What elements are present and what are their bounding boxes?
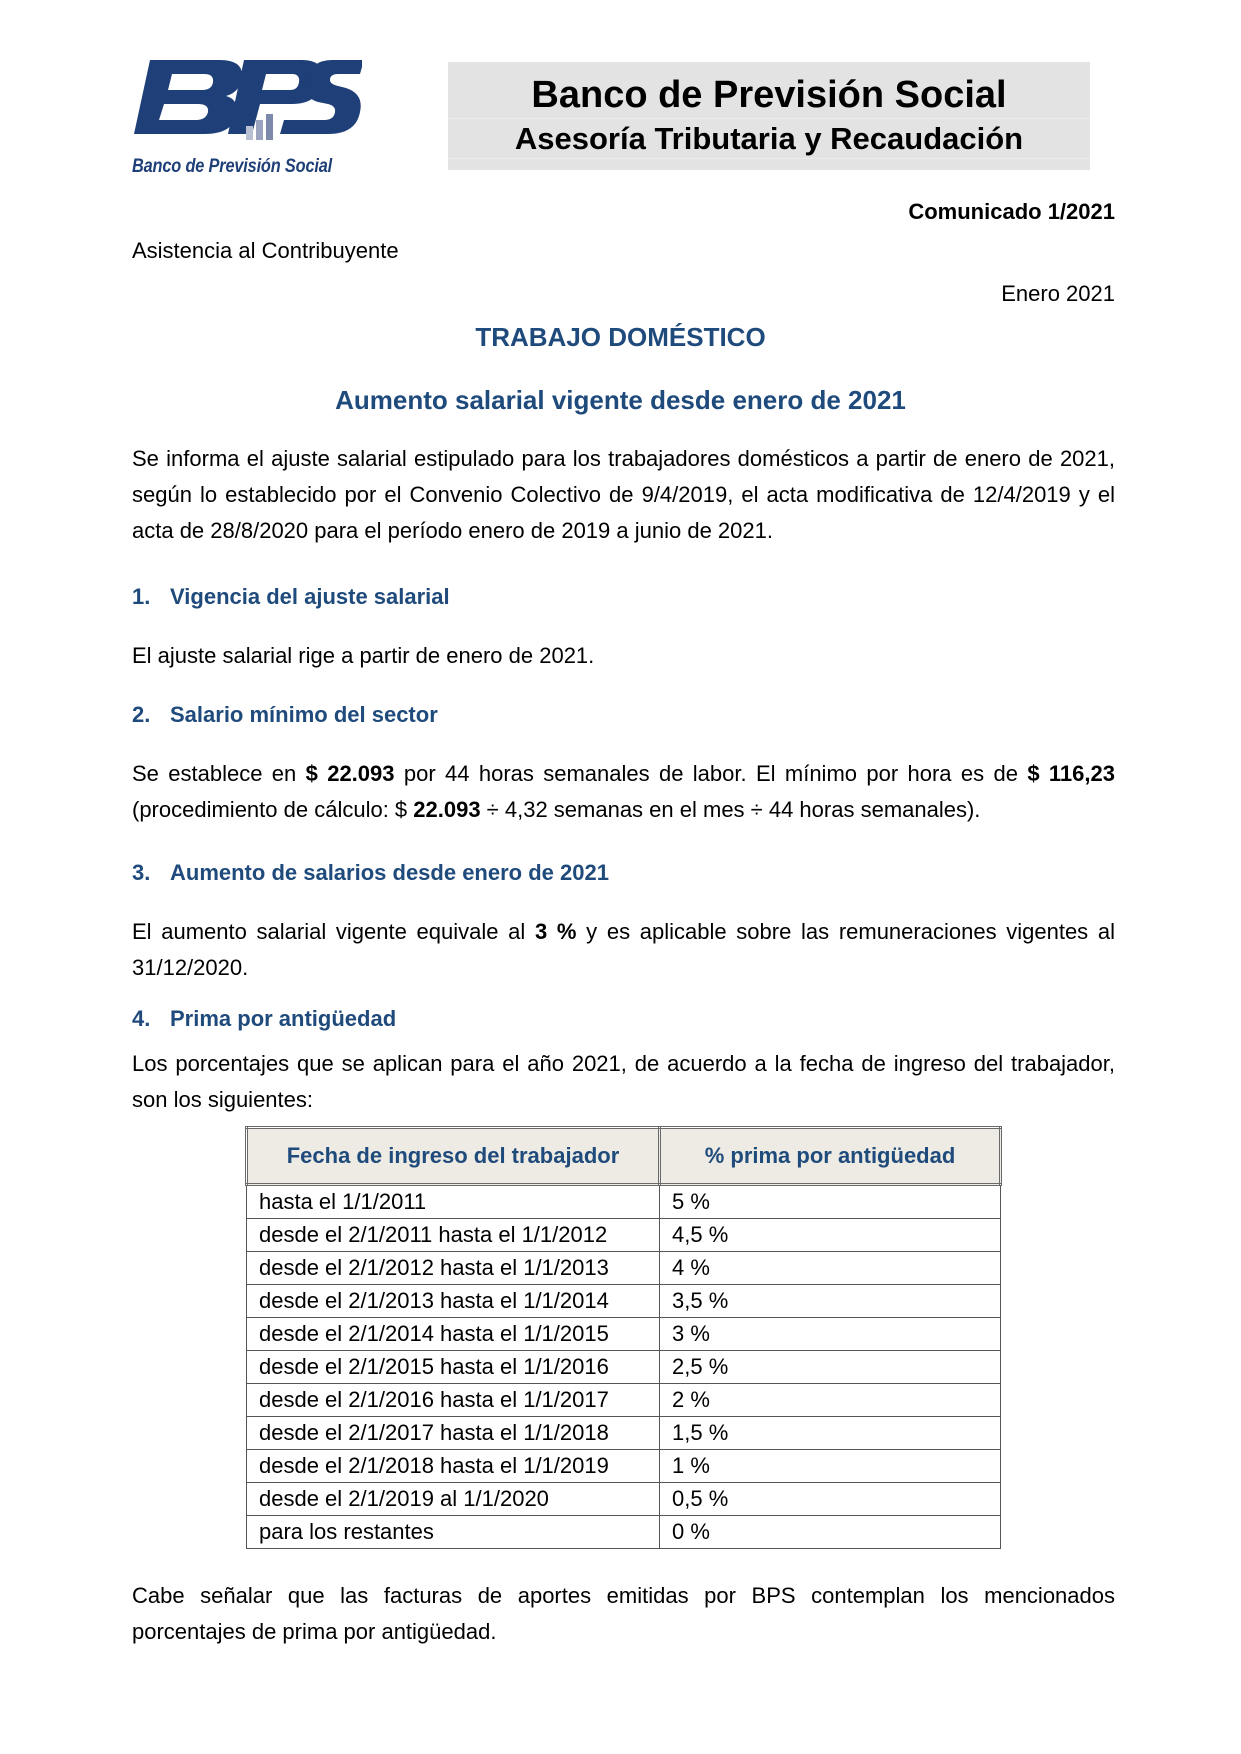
table-row	[247, 1450, 1001, 1483]
entry-date-cell: hasta el 1/1/2011	[247, 1185, 660, 1219]
column-header-entry-date: Fecha de ingreso del trabajador	[247, 1128, 660, 1185]
bonus-pct-cell: 1,5 %	[660, 1417, 1001, 1450]
table-row	[247, 1318, 1001, 1351]
section-title: Prima por antigüedad	[170, 1006, 397, 1031]
communique-number: Comunicado 1/2021	[908, 199, 1115, 224]
closing-paragraph: Cabe señalar que las facturas de aportes emitidas por BPS contemplan los mencionados porcentajes de prima por antigüedad.	[132, 1583, 1115, 1644]
entry-date-cell: desde el 2/1/2015 hasta el 1/1/2016	[247, 1351, 660, 1384]
section-number: 3.	[132, 860, 151, 885]
entry-date-cell: desde el 2/1/2014 hasta el 1/1/2015	[247, 1318, 660, 1351]
bps-logo-icon	[132, 56, 362, 152]
text: y es aplicable sobre las remuneraciones vigentes al 31/12/2020.	[132, 919, 1115, 980]
section-title: Aumento de salarios desde enero de 2021	[170, 860, 609, 885]
intro-paragraph: Se informa el ajuste salarial estipulado para los trabajadores domésticos a partir de enero de 2021, según lo establecido por el Convenio Colectivo de 9/4/2019, el acta modificativa de 12/4/2019 y el acta de 28/8/2020 para el período enero de 2019 a junio de 2021.	[132, 446, 1115, 543]
seniority-bonus-table	[245, 1126, 1002, 1549]
section-title: Salario mínimo del sector	[170, 702, 438, 727]
entry-date-cell: desde el 2/1/2016 hasta el 1/1/2017	[247, 1384, 660, 1417]
text: ÷ 4,32 semanas en el mes ÷ 44 horas semanales).	[480, 797, 981, 822]
section-1-body: El ajuste salarial rige a partir de enero de 2021.	[132, 643, 595, 668]
table-row	[247, 1516, 1001, 1549]
monthly-minimum-wage: $ 22.093	[305, 761, 395, 786]
table-row	[247, 1384, 1001, 1417]
banner-divider	[448, 158, 1090, 159]
section-number: 2.	[132, 702, 151, 727]
entry-date-cell: desde el 2/1/2011 hasta el 1/1/2012	[247, 1219, 660, 1252]
bonus-pct-cell: 5 %	[660, 1185, 1001, 1219]
section-4-body: Los porcentajes que se aplican para el año 2021, de acuerdo a la fecha de ingreso del trabajador, son los siguientes:	[132, 1051, 1115, 1112]
page-title: TRABAJO DOMÉSTICO	[475, 322, 766, 352]
entry-date-cell: desde el 2/1/2013 hasta el 1/1/2014	[247, 1285, 660, 1318]
text: (procedimiento de cálculo: $	[132, 797, 414, 822]
document-date: Enero 2021	[1001, 281, 1115, 306]
text: Se establece en	[132, 761, 306, 786]
calc-amount: 22.093	[413, 797, 481, 822]
bonus-pct-cell: 2,5 %	[660, 1351, 1001, 1384]
section-number: 4.	[132, 1006, 151, 1031]
text: El aumento salarial vigente equivale al	[132, 919, 535, 944]
section-1-heading	[132, 584, 450, 610]
table-row	[247, 1185, 1001, 1219]
bonus-pct-cell: 4,5 %	[660, 1219, 1001, 1252]
hourly-minimum-wage: $ 116,23	[1027, 761, 1115, 786]
bonus-pct-cell: 0,5 %	[660, 1483, 1001, 1516]
bps-logo	[132, 56, 362, 182]
table-row	[247, 1417, 1001, 1450]
header-banner	[448, 62, 1090, 170]
raise-percentage: 3 %	[535, 919, 577, 944]
section-2-body	[132, 756, 1115, 828]
office-name: Asistencia al Contribuyente	[132, 238, 399, 263]
bonus-pct-cell: 3,5 %	[660, 1285, 1001, 1318]
org-name: Banco de Previsión Social	[531, 74, 1007, 116]
bonus-pct-cell: 3 %	[660, 1318, 1001, 1351]
section-3-body	[132, 914, 1115, 986]
section-number: 1.	[132, 584, 151, 609]
section-title: Vigencia del ajuste salarial	[170, 584, 450, 609]
bonus-pct-cell: 2 %	[660, 1384, 1001, 1417]
table-row	[247, 1285, 1001, 1318]
bonus-pct-cell: 0 %	[660, 1516, 1001, 1549]
entry-date-cell: desde el 2/1/2018 hasta el 1/1/2019	[247, 1450, 660, 1483]
department-name: Asesoría Tributaria y Recaudación	[448, 118, 1090, 157]
text: por 44 horas semanales de labor. El mínimo por hora es de	[394, 761, 1028, 786]
section-4-heading	[132, 1006, 396, 1032]
bonus-pct-cell: 1 %	[660, 1450, 1001, 1483]
column-header-bonus-pct: % prima por antigüedad	[660, 1128, 1001, 1185]
page-subtitle: Aumento salarial vigente desde enero de 2021	[335, 385, 906, 415]
entry-date-cell: para los restantes	[247, 1516, 660, 1549]
table-row	[247, 1483, 1001, 1516]
table-row	[247, 1219, 1001, 1252]
logo-subtitle: Banco de Previsión Social	[132, 156, 333, 177]
table-header-row	[247, 1128, 1001, 1185]
entry-date-cell: desde el 2/1/2019 al 1/1/2020	[247, 1483, 660, 1516]
section-3-heading	[132, 860, 609, 886]
table-row	[247, 1252, 1001, 1285]
section-2-heading	[132, 702, 438, 728]
entry-date-cell: desde el 2/1/2017 hasta el 1/1/2018	[247, 1417, 660, 1450]
table-row	[247, 1351, 1001, 1384]
entry-date-cell: desde el 2/1/2012 hasta el 1/1/2013	[247, 1252, 660, 1285]
bonus-pct-cell: 4 %	[660, 1252, 1001, 1285]
